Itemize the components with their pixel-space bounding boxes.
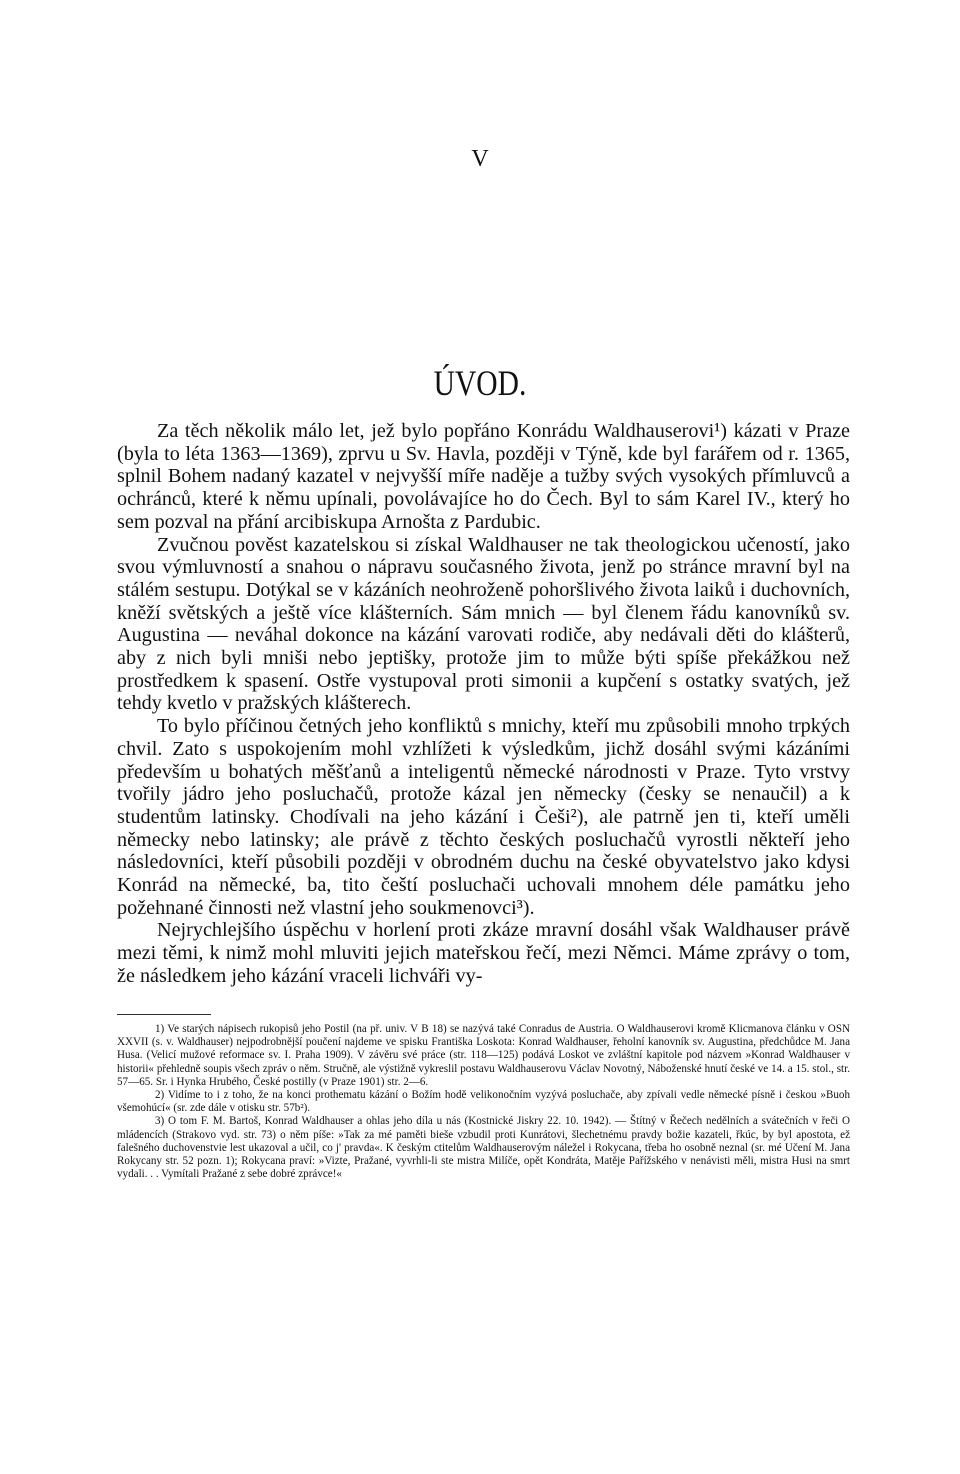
footnote: 2) Vidíme to i z toho, že na konci prothematu kázání o Božím hodě velikonočním vyzývá posluchače, aby zpívali vedle německé písně i českou »Buoh všemohúcí« (sr. zde dále v otisku str. 57b²).	[117, 1089, 850, 1115]
paragraph: Nejrychlejšího úspěchu v horlení proti zkáze mravní dosáhl však Waldhauser právě mezi těmi, k nimž mohl mluviti jejich mateřskou řečí, mezi Němci. Máme zprávy o tom, že následkem jeho kázání vraceli lichváři vy-	[117, 919, 850, 987]
page-title: ÚVOD.	[433, 363, 527, 403]
footnotes	[117, 1023, 850, 1181]
body-text	[117, 420, 850, 988]
footnote: 1) Ve starých nápisech rukopisů jeho Postil (na př. univ. V B 18) se nazývá také Conradus de Austria. O Waldhauserovi kromě Klicmanova článku v OSN XXVII (s. v. Waldhauser) nejpodrobnější poučení najdeme ve spisku Františka Loskota: Konrad Waldhauser, řeholní kanovník sv. Augustina, předchůdce M. Jana Husa. (Velicí mužové reformace sv. I. Praha 1909). V závěru své práce (str. 118—125) podává Loskot ve zvláštní kapitole pod názvem »Konrad Waldhauser v historii« přehledně soupis všech zpráv o něm. Stručně, ale výstižně vykreslil postavu Waldhauserovu Václav Novotný, Náboženské hnutí české ve 14. a 15. stol., str. 57—65. Sr. i Hynka Hrubého, České postilly (v Praze 1901) str. 2—6.	[117, 1023, 850, 1088]
footnote: 3) O tom F. M. Bartoš, Konrad Waldhauser a ohlas jeho díla u nás (Kostnické Jiskry 22. 10. 1942). — Štítný v Řečech nedělních a svátečních v řeči O mládencích (Strakovo vyd. str. 73) o něm píše: »Tak za mé paměti bieše vzbudil proti Kunrátovi, šlechetnému pravdy božie kazateli, řkúc, by byl apostota, ež falešného duchovenstvie lest ukazoval a učil, co j' pravda«. K českým ctitelům Waldhauserovým náležel i Rokycana, třeba ho osobně neznal (sr. mé Učení M. Jana Rokycany str. 52 pozn. 1); Rokycana praví: »Vizte, Pražané, vyvrhli-li ste mistra Milíče, opět Kondráta, Matěje Pařížského v nenávisti měli, mistra Husi na smrt vydali. . . Vymítali Pražané z sebe dobré zprávce!«	[117, 1115, 850, 1181]
paragraph: Za těch několik málo let, jež bylo popřáno Konrádu Waldhauserovi¹) kázati v Praze (byla to léta 1363—1369), zprvu u Sv. Havla, později v Týně, kde byl farářem od r. 1365, splnil Bohem nadaný kazatel v nejvyšší míře naděje a tužby svých vysokých přímluvců a ochránců, které k němu upínali, povolávajíce ho do Čech. Byl to sám Karel IV., který ho sem pozval na přání arcibiskupa Arnošta z Pardubic.	[117, 420, 850, 533]
paragraph: Zvučnou pověst kazatelskou si získal Waldhauser ne tak theologickou učeností, jako svou výmluvností a snahou o nápravu současného života, jenž po stránce mravní byl na stálém sestupu. Dotýkal se v kázáních neohroženě pohoršlivého života laiků i duchovních, kněží světských a ještě více klášterních. Sám mnich — byl členem řádu kanovníků sv. Augustina — neváhal dokonce na kázání varovati rodiče, aby nedávali děti do klášterů, aby z nich byli mniši nebo jeptišky, protože jim to může býti spíše překážkou než prostředkem k spasení. Ostře vystupoval proti simonii a kupčení s ostatky svatých, jež tehdy kvetlo v pražských klášterech.	[117, 533, 850, 715]
footnote-divider	[117, 1014, 211, 1015]
paragraph: To bylo příčinou četných jeho konfliktů s mnichy, kteří mu způsobili mnoho trpkých chvil. Zato s uspokojením mohl vzhlížeti k výsledkům, jichž dosáhl svými kázáními především u bohatých měšťanů a inteligentů německé národnosti v Praze. Tyto vrstvy tvořily jádro jeho posluchačů, protože kázal jen německy (česky se nenaučil) a k studentům latinsky. Chodívali na jeho kázání i Češi²), ale patrně jen ti, kteří uměli německy nebo latinsky; ale právě z těchto českých posluchačů vyrostli někteří jeho následovníci, kteří působili později v obrodném duchu na české obyvatelstvo jako kdysi Konrád na německé, ba, tito čeští posluchači uchovali mnohem déle památku jeho požehnané činnosti než vlastní jeho soukmenovci³).	[117, 715, 850, 919]
page-number: V	[471, 146, 489, 172]
